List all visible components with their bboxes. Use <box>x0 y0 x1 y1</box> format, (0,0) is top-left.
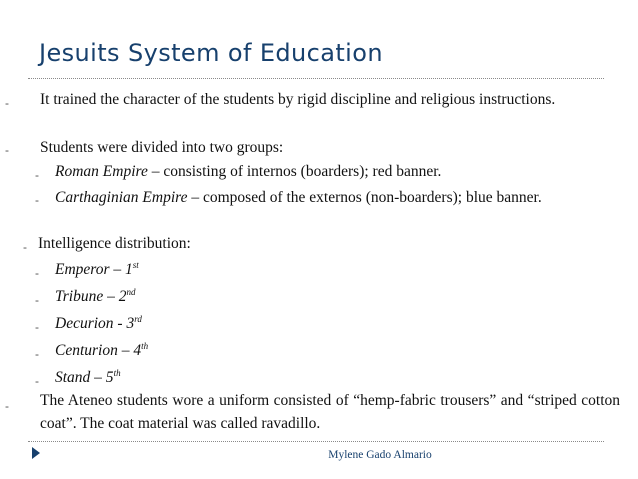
bullet-uniform: The Ateneo students wore a uniform consisted of “hemp-fabric trousers” and “striped cotton coat”. The coat material was called ravadillo. <box>40 392 620 432</box>
sub-bullet-roman-empire <box>55 163 441 181</box>
footer-author: Mylene Gado Almario <box>328 449 432 461</box>
rank-label: Decurion - 3 <box>55 315 135 332</box>
slide-title: Jesuits System of Education <box>39 39 383 67</box>
rank-ordinal: nd <box>126 286 136 297</box>
triangle-right-icon <box>32 447 40 459</box>
rank-centurion <box>55 342 148 360</box>
sub-bullet-carthaginian-empire <box>55 186 620 209</box>
sub-bullet-dash: - <box>35 193 39 207</box>
bullet-intelligence: Intelligence distribution: <box>38 235 191 252</box>
rank-ordinal: th <box>113 367 121 378</box>
group-name-roman: Roman Empire <box>55 163 148 180</box>
group-desc-roman: – consisting of internos (boarders); red banner. <box>147 163 442 180</box>
rank-dash: - <box>35 320 39 334</box>
rank-emperor <box>55 261 139 279</box>
group-name-carthaginian: Carthaginian Empire <box>55 189 188 206</box>
rank-dash: - <box>35 374 39 388</box>
footer-divider <box>28 441 604 442</box>
rank-label: Stand – 5 <box>55 369 114 386</box>
bullet-dash: - <box>5 399 9 413</box>
rank-dash: - <box>35 293 39 307</box>
bullet-groups: Students were divided into two groups: <box>40 139 284 156</box>
bullet-dash: - <box>5 143 9 157</box>
bullet-discipline: It trained the character of the students by rigid discipline and religious instructions. <box>40 91 556 108</box>
rank-label: Emperor – 1 <box>55 261 133 278</box>
rank-decurion <box>55 315 142 333</box>
rank-ordinal: st <box>132 259 139 270</box>
rank-dash: - <box>35 347 39 361</box>
rank-tribune <box>55 288 135 306</box>
rank-stand <box>55 369 121 387</box>
title-divider <box>28 78 604 79</box>
sub-bullet-dash: - <box>35 168 39 182</box>
rank-ordinal: th <box>141 340 149 351</box>
bullet-dash: - <box>23 240 27 254</box>
rank-ordinal: rd <box>134 313 142 324</box>
rank-label: Centurion – 4 <box>55 342 142 359</box>
bullet-dash: - <box>5 96 9 110</box>
rank-label: Tribune – 2 <box>55 288 127 305</box>
group-desc-carthaginian: – composed of the externos (non-boarders); blue banner. <box>187 189 542 206</box>
rank-dash: - <box>35 266 39 280</box>
